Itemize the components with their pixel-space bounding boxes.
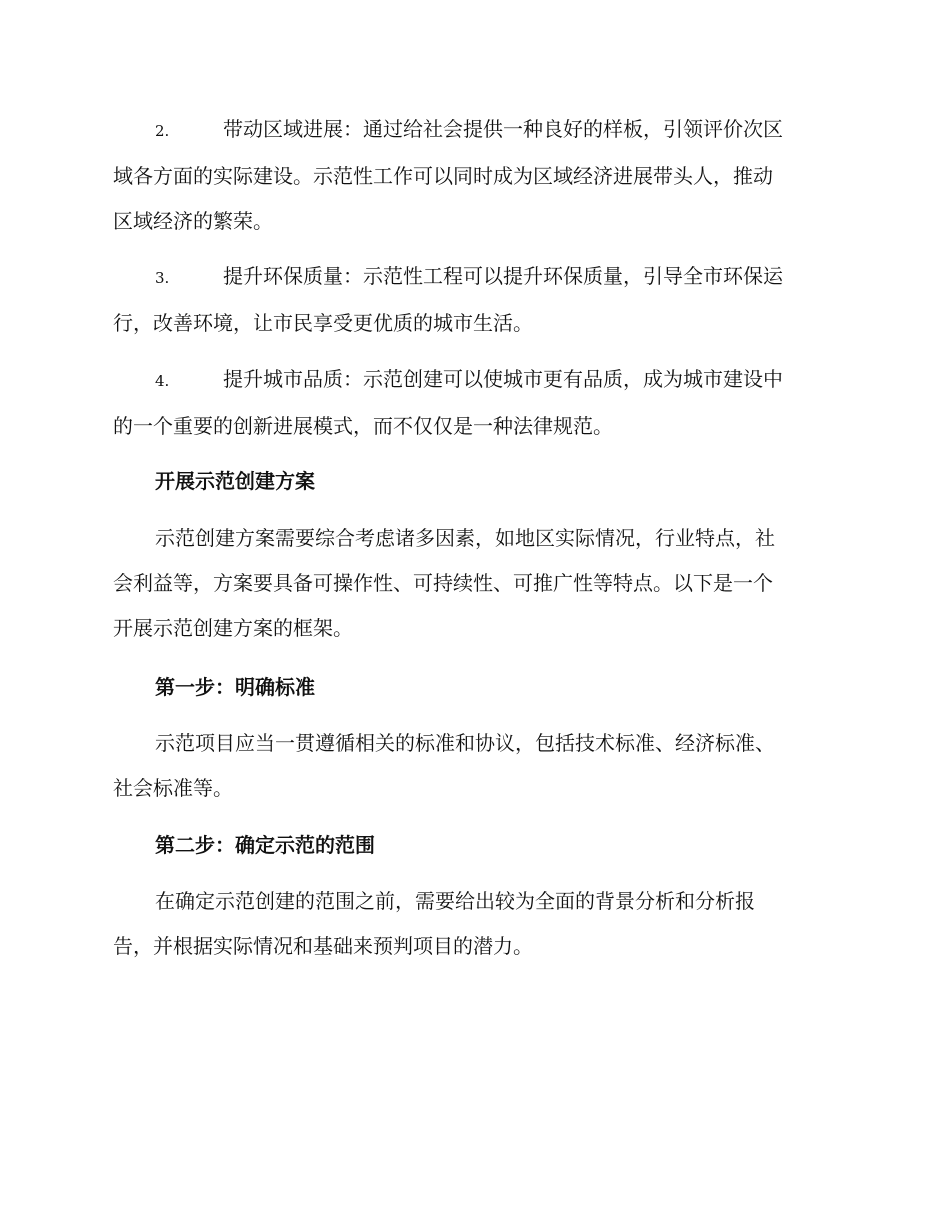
para-line: 在确定示范创建的范围之前，需要给出较为全面的背景分析和分析报 [155, 889, 755, 913]
para-line: 示范项目应当一贯遵循相关的标准和协议，包括技术标准、经济标准、 [155, 731, 775, 755]
list-text: 提升环保质量：示范性工程可以提升环保质量，引导全市环保运 [223, 264, 783, 288]
list-text: 带动区域进展：通过给社会提供一种良好的样板，引领评价次区 [223, 117, 783, 141]
list-line: 行，改善环境，让市民享受更优质的城市生活。 [113, 311, 533, 335]
paragraph [113, 516, 835, 651]
list-number: 4. [155, 372, 170, 390]
para-line: 告，并根据实际情况和基础来预判项目的潜力。 [113, 934, 533, 958]
list-item [113, 357, 835, 449]
paragraph [113, 721, 835, 811]
list-number: 3. [155, 269, 170, 287]
list-line [113, 357, 835, 404]
list-line [113, 107, 835, 154]
list-item [113, 107, 835, 244]
para-line: 会利益等，方案要具备可操作性、可持续性、可推广性等特点。以下是一个 [113, 571, 773, 595]
list-item [113, 254, 835, 346]
para-line: 社会标准等。 [113, 776, 233, 800]
list-line [113, 254, 835, 301]
paragraph [113, 879, 835, 969]
list-number: 2. [155, 122, 170, 140]
para-line: 开展示范创建方案的框架。 [113, 616, 353, 640]
list-line: 域各方面的实际建设。示范性工作可以同时成为区域经济进展带头人，推动 [113, 164, 773, 188]
list-line: 的一个重要的创新进展模式，而不仅仅是一种法律规范。 [113, 414, 613, 438]
section-heading: 第二步：确定示范的范围 [155, 833, 375, 857]
list-line: 区域经济的繁荣。 [113, 209, 273, 233]
section-heading: 第一步：明确标准 [155, 675, 315, 699]
list-text: 提升城市品质：示范创建可以使城市更有品质，成为城市建设中 [223, 367, 783, 391]
section-heading: 开展示范创建方案 [155, 469, 315, 493]
para-line: 示范创建方案需要综合考虑诸多因素，如地区实际情况，行业特点，社 [155, 526, 775, 550]
